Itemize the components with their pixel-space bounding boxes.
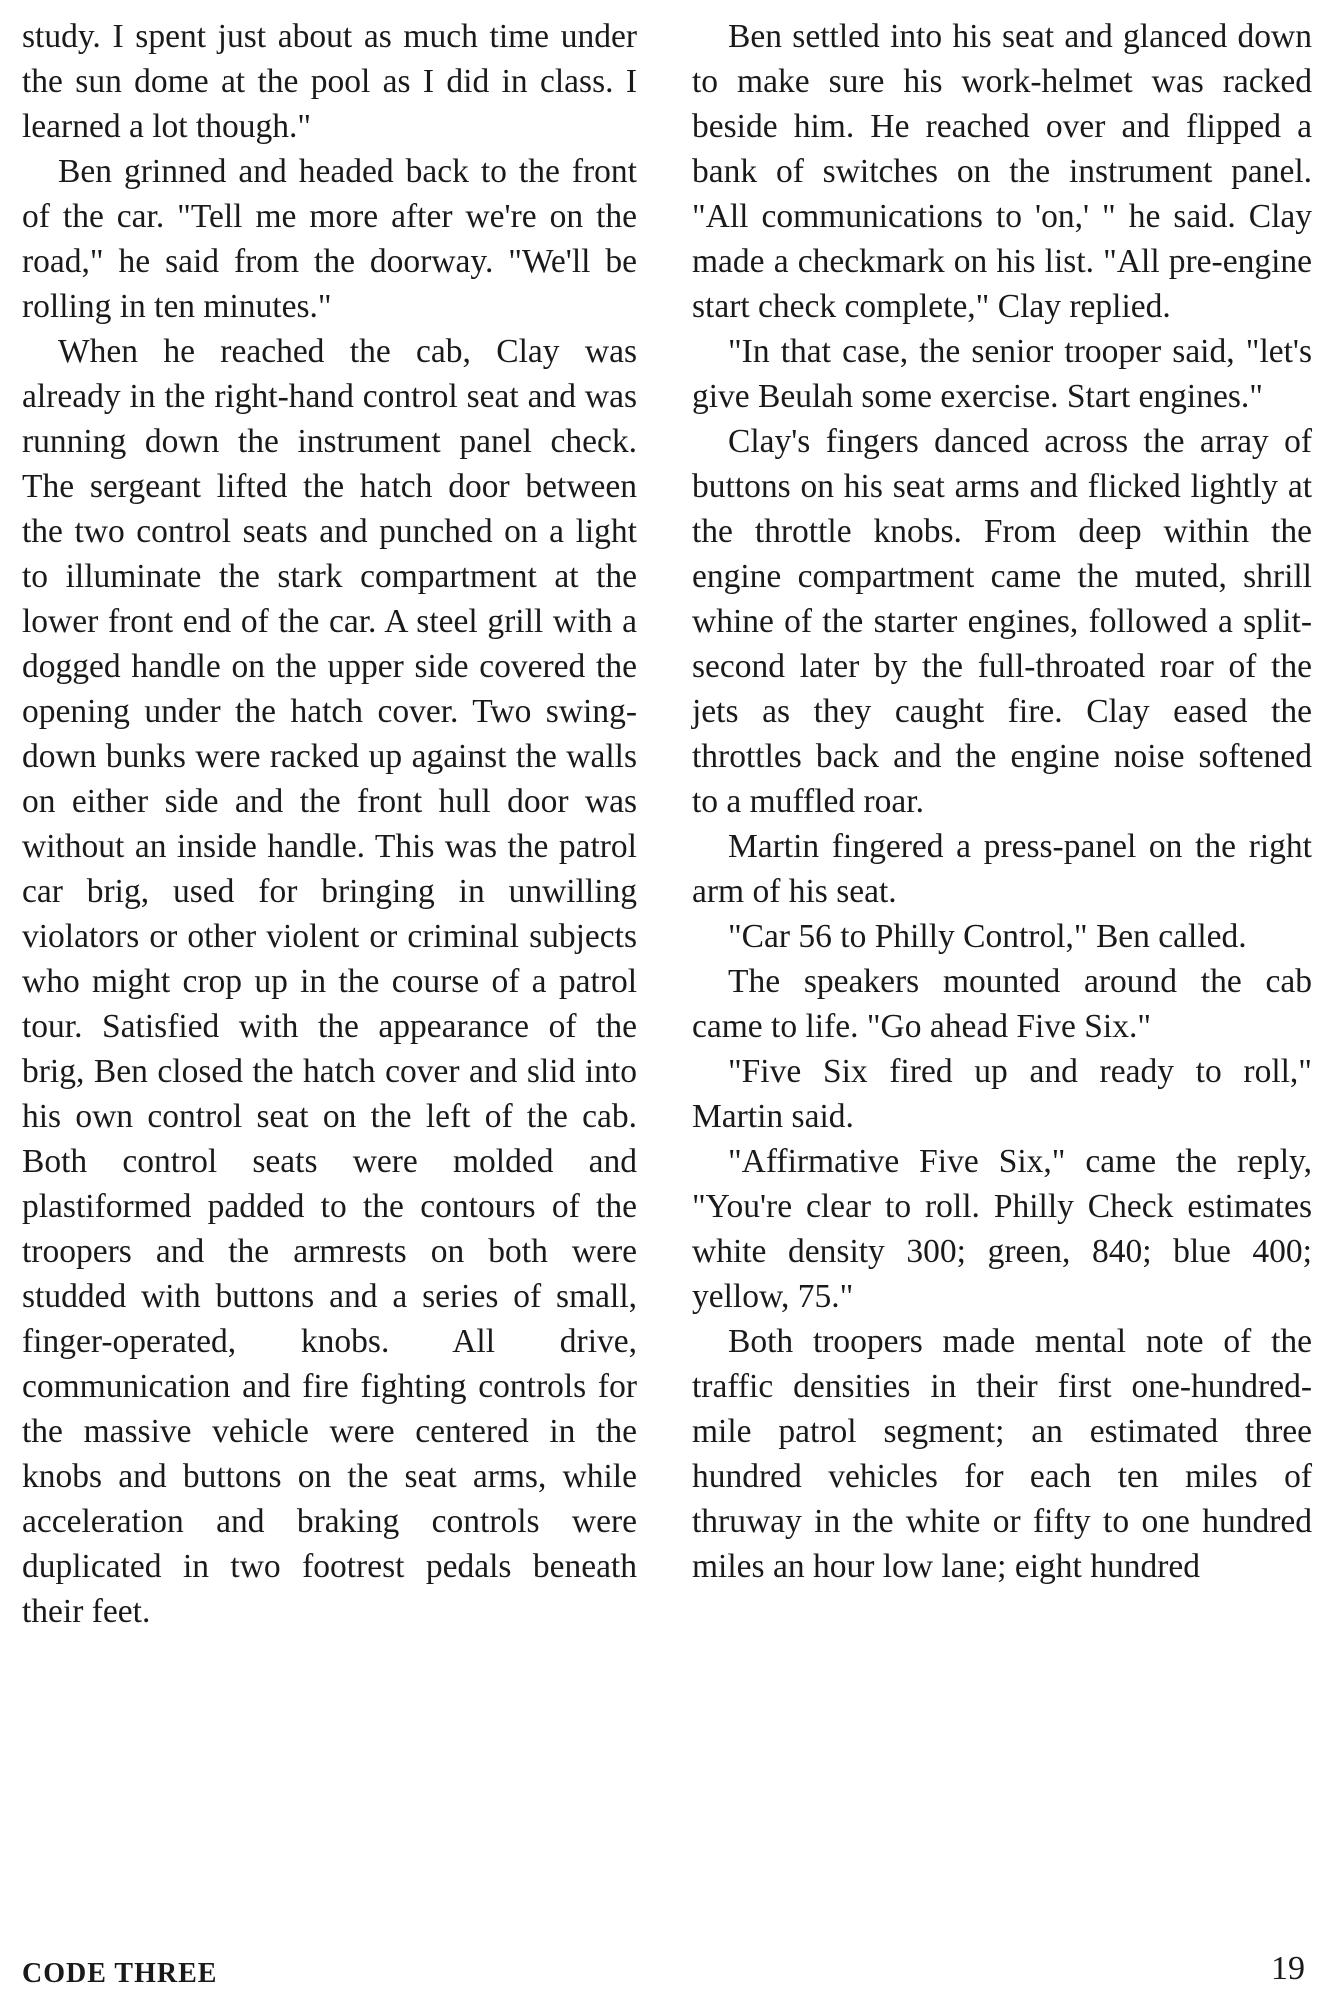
paragraph: Clay's fingers danced across the array of buttons on his seat arms and flicked lightly at the throttle knobs. From deep within the engine compartment came the muted, shrill whine of the starter engines, followed a split-second later by the full-throated roar of the jets as they caught fire. Clay eased the throttles back and the engine noise softened to a muffled roar. (692, 423, 1312, 820)
paragraph: "In that case, the senior trooper said, "let's give Beulah some exercise. Start engines." (692, 333, 1312, 415)
paragraph: "Car 56 to Philly Control," Ben called. (728, 918, 1247, 955)
paragraph: Martin fingered a press-panel on the right arm of his seat. (692, 828, 1312, 910)
left-text-column (22, 14, 637, 1634)
paragraph: Ben settled into his seat and glanced down to make sure his work-helmet was racked beside him. He reached over and flipped a bank of switches on the instrument panel. "All communications to 'on,' " he said. Clay made a checkmark on his list. "All pre-engine start check complete," Clay replied. (692, 18, 1312, 325)
paragraph: The speakers mounted around the cab came to life. "Go ahead Five Six." (692, 963, 1312, 1045)
paragraph: When he reached the cab, Clay was already in the right-hand control seat and was running down the instrument panel check. The sergeant lifted the hatch door between the two control seats and punched on a light to illuminate the stark compartment at the lower front end of the car. A steel grill with a dogged handle on the upper side covered the opening under the hatch cover. Two swing-down bunks were racked up against the walls on either side and the front hull door was without an inside handle. This was the patrol car brig, used for bringing in unwilling violators or other violent or criminal subjects who might crop up in the course of a patrol tour. Satisfied with the appearance of the brig, Ben closed the hatch cover and slid into his own control seat on the left of the cab. Both control seats were molded and plastiformed padded to the contours of the troopers and the armrests on both were studded with buttons and a series of small, finger-operated, knobs. All drive, communication and fire fighting controls for the massive vehicle were centered in the knobs and buttons on the seat arms, while acceleration and braking controls were duplicated in two footrest pedals beneath their feet. (22, 333, 637, 1630)
paragraph: Both troopers made mental note of the traffic densities in their first one-hundred-mile patrol segment; an estimated three hundred vehicles for each ten miles of thruway in the white or fifty to one hundred miles an hour low lane; eight hundred (692, 1323, 1312, 1585)
paragraph: study. I spent just about as much time under the sun dome at the pool as I did in class. I learned a lot though." (22, 18, 637, 145)
page-number: 19 (1271, 1950, 1305, 1987)
paragraph: "Affirmative Five Six," came the reply, "You're clear to roll. Philly Check estimates white density 300; green, 840; blue 400; yellow, 75." (692, 1143, 1312, 1315)
paragraph: "Five Six fired up and ready to roll," Martin said. (692, 1053, 1312, 1135)
paragraph: Ben grinned and headed back to the front of the car. "Tell me more after we're on the road," he said from the doorway. "We'll be rolling in ten minutes." (22, 153, 637, 325)
right-text-column (692, 14, 1312, 1589)
running-footer-title: CODE THREE (22, 1958, 218, 1989)
